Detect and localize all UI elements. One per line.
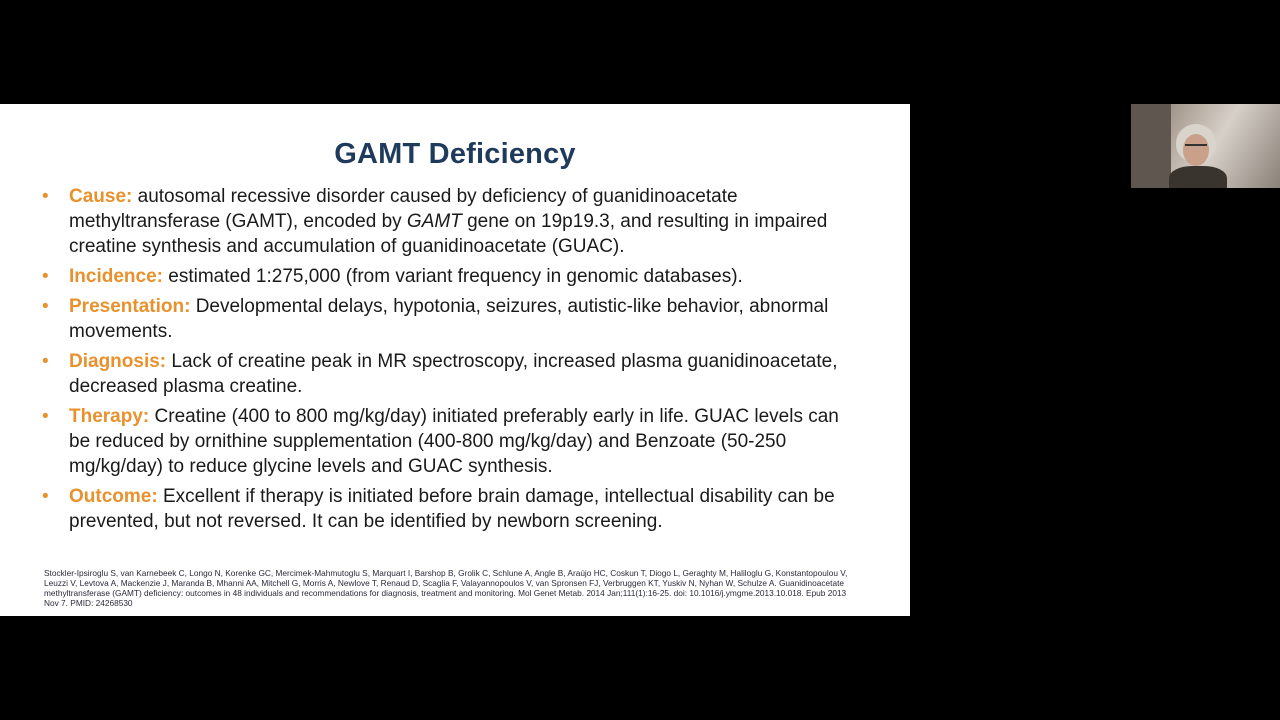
gene-name: GAMT bbox=[406, 211, 462, 232]
bullet-dot-icon: • bbox=[42, 296, 49, 317]
bullet-text: Lack of creatine peak in MR spectroscopy, increased plasma guanidinoacetate, decreased plasma creatine. bbox=[69, 351, 838, 397]
slide-title: GAMT Deficiency bbox=[334, 138, 576, 170]
glasses-icon bbox=[1185, 144, 1207, 151]
bullet-dot-icon: • bbox=[42, 266, 49, 287]
bullet-text: estimated 1:275,000 (from variant frequency in genomic databases). bbox=[162, 266, 743, 287]
video-background bbox=[1131, 104, 1171, 188]
bullet-cause bbox=[42, 184, 862, 259]
bullet-text: Developmental delays, hypotonia, seizures, autistic-like behavior, abnormal movements. bbox=[69, 296, 829, 342]
bullet-dot-icon: • bbox=[42, 351, 49, 372]
bullet-text: gene on 19p19.3, and resulting in impaired creatine synthesis and accumulation of guanidinoacetate (GUAC). bbox=[69, 211, 828, 257]
participant-torso bbox=[1169, 166, 1227, 188]
bullet-label: Presentation: bbox=[69, 296, 191, 317]
bullet-label: Cause: bbox=[69, 186, 133, 207]
presentation-slide bbox=[0, 104, 910, 616]
bullet-incidence bbox=[42, 264, 862, 289]
bullet-text: autosomal recessive disorder caused by deficiency of guanidinoacetate methyltransferase (GAMT), encoded by bbox=[69, 186, 738, 232]
bullet-dot-icon: • bbox=[42, 186, 49, 207]
bullet-diagnosis bbox=[42, 349, 862, 399]
reference-citation: Stockler-Ipsiroglu S, van Karnebeek C, Longo N, Korenke GC, Mercimek-Mahmutoglu S, Marquart I, Barshop B, Grolik C, Schlune A, Angle B, Araújo HC, Coskun T, Diogo L, Geraghty M, Haliloglu G, Konstantopoulou V, Leuzzi V, Levtova A, Mackenzie J, Maranda B, Mhanni AA, Mitchell G, Morris A, Newlove T, Renaud D, Scaglia F, Valayannopoulos V, van Spronsen FJ, Verbruggen KT, Yuskiv N, Nyhan W, Schulze A. Guanidinoacetate methyltransferase (GAMT) deficiency: outcomes in 48 individuals and recommendations for diagnosis, treatment and monitoring. Mol Genet Metab. 2014 Jan;111(1):16-25. doi: 10.1016/j.ymgme.2013.10.018. Epub 2013 Nov 7. PMID: 24268530 bbox=[44, 568, 848, 608]
bullet-label: Therapy: bbox=[69, 406, 150, 427]
bullet-label: Diagnosis: bbox=[69, 351, 167, 372]
bullet-dot-icon: • bbox=[42, 486, 49, 507]
bullet-label: Outcome: bbox=[69, 486, 158, 507]
bullet-therapy bbox=[42, 404, 862, 479]
bullet-dot-icon: • bbox=[42, 406, 49, 427]
bullet-outcome bbox=[42, 484, 862, 534]
bullet-presentation bbox=[42, 294, 862, 344]
bullet-label: Incidence: bbox=[69, 266, 163, 287]
bullet-list bbox=[42, 184, 862, 539]
participant-video-thumbnail[interactable] bbox=[1131, 104, 1280, 188]
bullet-text: Excellent if therapy is initiated before brain damage, intellectual disability can be prevented, but not reversed. It can be identified by newborn screening. bbox=[69, 486, 835, 532]
bullet-text: Creatine (400 to 800 mg/kg/day) initiated preferably early in life. GUAC levels can be reduced by ornithine supplementation (400-800 mg/kg/day) and Benzoate (50-250 mg/kg/day) to reduce glycine levels and GUAC synthesis. bbox=[69, 406, 839, 477]
